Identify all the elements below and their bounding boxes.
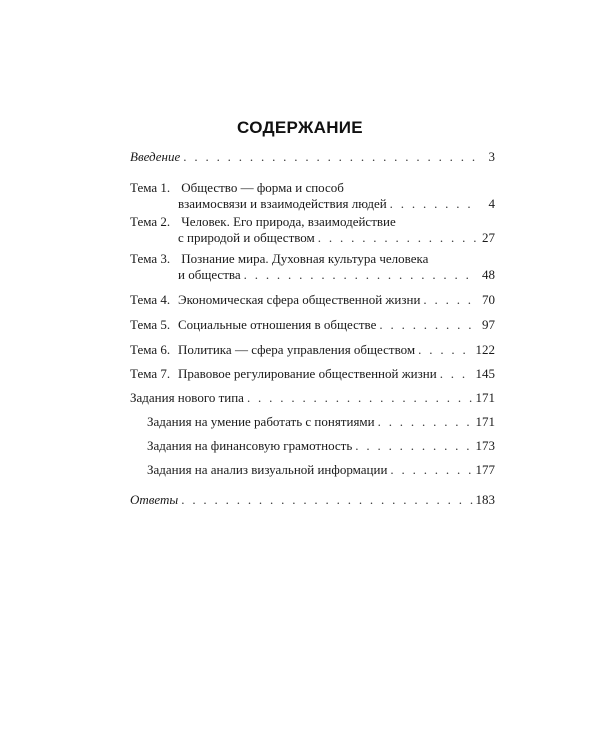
toc-entry-topic-6[interactable] — [130, 342, 495, 358]
toc-entry-new-tasks[interactable] — [130, 390, 495, 406]
toc-entry-title: Задания на финансовую грамотность — [147, 438, 353, 453]
dot-leader — [390, 462, 472, 478]
toc-page-number: 48 — [482, 267, 495, 282]
dot-leader — [423, 292, 476, 308]
toc-page-number: 70 — [482, 292, 495, 307]
toc-entry-topic-1[interactable] — [130, 180, 495, 212]
toc-entry-title: Экономическая сфера общественной жизни — [178, 292, 421, 307]
toc-entry-title: Правовое регулирование общественной жизни — [178, 366, 437, 381]
toc-page-number: 97 — [482, 317, 495, 332]
toc-entry-title: Политика — сфера управления обществом — [178, 342, 416, 357]
toc-entry-topic-5[interactable] — [130, 317, 495, 333]
dot-leader — [318, 230, 476, 246]
toc-page-number: 4 — [488, 196, 495, 211]
toc-page-number: 183 — [475, 492, 495, 507]
toc-entry-label: Введение — [130, 149, 181, 164]
toc-page-number: 122 — [475, 342, 495, 357]
toc-entry-title: Социальные отношения в обществе — [178, 317, 377, 332]
toc-page-number: 177 — [475, 462, 495, 477]
toc-entry-label: Ответы — [130, 492, 179, 507]
toc-entry-introduction[interactable] — [130, 149, 495, 165]
dot-leader — [390, 196, 476, 212]
toc-page-number: 171 — [475, 414, 495, 429]
toc-entry-title: Человек. Его природа, взаимодействие — [181, 214, 396, 229]
toc-entry-title-continued: взаимосвязи и взаимодействия людей — [178, 196, 387, 211]
toc-entry-title-continued: с природой и обществом — [178, 230, 315, 245]
toc-subentry-concepts[interactable] — [147, 414, 495, 430]
dot-leader — [440, 366, 473, 382]
toc-entry-label: Тема 2. — [130, 214, 171, 229]
toc-page-number: 171 — [475, 390, 495, 405]
dot-leader — [247, 390, 473, 406]
toc-entry-topic-3[interactable] — [130, 251, 495, 283]
toc-entry-title: Общество — форма и способ — [181, 180, 344, 195]
toc-entry-label: Тема 7. — [130, 366, 171, 381]
toc-title: СОДЕРЖАНИЕ — [237, 118, 363, 137]
toc-page-number: 3 — [488, 149, 495, 164]
toc-entry-title: Задания нового типа — [130, 390, 244, 405]
toc-entry-label: Тема 6. — [130, 342, 171, 357]
dot-leader — [355, 438, 472, 454]
toc-entry-title: Познание мира. Духовная культура человека — [181, 251, 429, 266]
toc-page-number: 173 — [475, 438, 495, 453]
dot-leader — [183, 149, 476, 165]
toc-entry-label: Тема 1. — [130, 180, 171, 195]
dot-leader — [379, 317, 476, 333]
toc-entry-label: Тема 4. — [130, 292, 171, 307]
toc-entry-label: Тема 3. — [130, 251, 171, 266]
toc-entry-topic-4[interactable] — [130, 292, 495, 308]
toc-entry-title: Задания на умение работать с понятиями — [147, 414, 375, 429]
toc-entry-title-continued: и общества — [178, 267, 241, 282]
toc-page-number: 27 — [482, 230, 495, 245]
toc-subentry-visual-information[interactable] — [147, 462, 495, 478]
toc-page-number: 145 — [475, 366, 495, 381]
dot-leader — [181, 492, 472, 508]
toc-entry-label: Тема 5. — [130, 317, 171, 332]
toc-entry-topic-2[interactable] — [130, 214, 495, 246]
toc-entry-answers[interactable] — [130, 492, 495, 508]
dot-leader — [418, 342, 472, 358]
dot-leader — [378, 414, 473, 430]
toc-entry-title: Задания на анализ визуальной информации — [147, 462, 388, 477]
dot-leader — [244, 267, 476, 283]
toc-entry-topic-7[interactable] — [130, 366, 495, 382]
toc-subentry-financial-literacy[interactable] — [147, 438, 495, 454]
